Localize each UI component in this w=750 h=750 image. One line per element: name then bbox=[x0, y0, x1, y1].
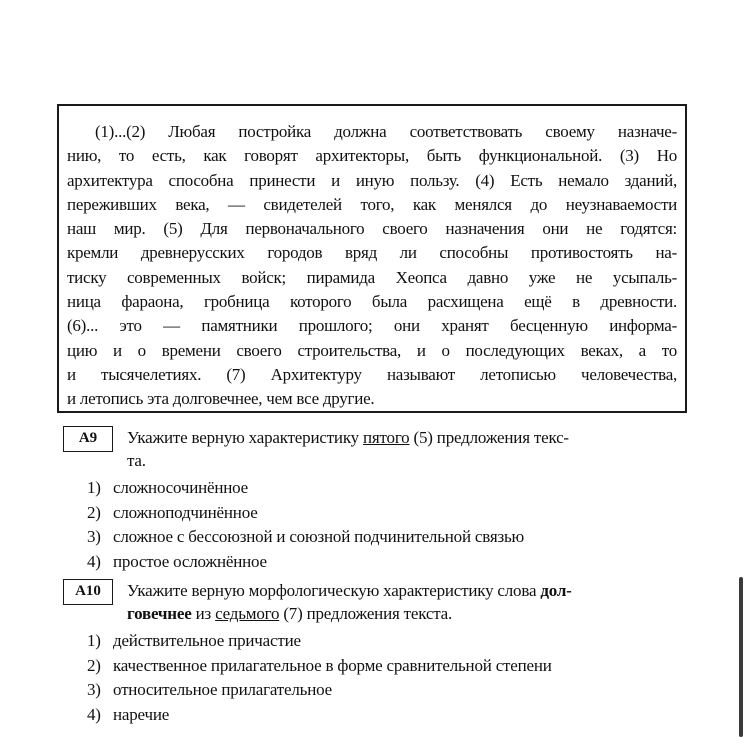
passage-line: наш мир. (5) Для первоначального своего назначения они не годятся: bbox=[67, 219, 677, 239]
option-text: качественное прилагательное в форме сравнительной степени bbox=[113, 655, 552, 675]
task-question-a10 bbox=[127, 579, 745, 625]
option-text: простое осложнённое bbox=[113, 551, 267, 571]
passage-line: тиску современных войск; пирамида Хеопса давно уже не усыпаль- bbox=[67, 267, 677, 287]
option-text: сложноподчинённое bbox=[113, 502, 258, 522]
question-underlined-word: пятого bbox=[363, 428, 410, 447]
passage-text-box bbox=[57, 104, 687, 413]
option-number: 1) bbox=[87, 478, 101, 497]
options-list-a9 bbox=[87, 476, 687, 574]
question-text: Укажите верную характеристику bbox=[127, 428, 363, 447]
answer-option[interactable] bbox=[87, 525, 687, 550]
option-number: 2) bbox=[87, 502, 101, 522]
passage-line: и тысячелетиях. (7) Архитектуру называют летописью человечества, bbox=[67, 364, 677, 384]
option-text: наречие bbox=[113, 704, 170, 724]
option-number: 2) bbox=[87, 655, 101, 675]
question-line bbox=[127, 579, 745, 602]
passage-line: цию и о времени своего строительства, и о последующих веках, а то bbox=[67, 340, 677, 360]
task-label-a9: А9 bbox=[63, 426, 113, 452]
answer-option[interactable] bbox=[87, 476, 687, 501]
vertical-scrollbar[interactable] bbox=[739, 577, 743, 737]
option-number: 4) bbox=[87, 551, 101, 571]
task-question-a9 bbox=[127, 426, 745, 472]
answer-option[interactable] bbox=[87, 629, 687, 654]
passage-line: и летопись эта долговечнее, чем все другие. bbox=[67, 389, 375, 409]
option-number: 4) bbox=[87, 704, 101, 724]
question-underlined-word: седьмого bbox=[215, 604, 280, 623]
question-text: из bbox=[191, 604, 216, 623]
passage-line: (6)... это — памятники прошлого; они хранят бесценную информа- bbox=[67, 316, 677, 336]
options-list-a10 bbox=[87, 629, 687, 727]
option-text: действительное причастие bbox=[113, 631, 301, 650]
option-text: относительное прилагательное bbox=[113, 680, 332, 699]
passage-line: нию, то есть, как говорят архитекторы, быть функциональной. (3) Но bbox=[67, 146, 677, 166]
passage-line: ница фараона, гробница которого была расхищена ещё в древности. bbox=[67, 292, 677, 312]
answer-option[interactable] bbox=[87, 703, 687, 728]
answer-option[interactable] bbox=[87, 678, 687, 703]
passage-line: кремли древнерусских городов вряд ли способны противостоять на- bbox=[67, 243, 677, 263]
passage-line: (1)...(2) Любая постройка должна соответствовать своему назначе- bbox=[95, 122, 677, 141]
question-bold-word: говечнее bbox=[127, 604, 192, 623]
question-line bbox=[127, 602, 745, 625]
answer-option[interactable] bbox=[87, 550, 687, 575]
passage-line: архитектура способна принести и иную пользу. (4) Есть немало зданий, bbox=[67, 170, 677, 190]
question-line: та. bbox=[127, 451, 146, 470]
option-number: 1) bbox=[87, 631, 101, 650]
task-label-a10: А10 bbox=[63, 579, 113, 605]
option-text: сложное с бессоюзной и союзной подчинительной связью bbox=[113, 527, 525, 546]
question-bold-word: дол- bbox=[540, 581, 572, 600]
question-line bbox=[127, 426, 745, 449]
question-text: (7) предложения текста. bbox=[279, 604, 453, 623]
option-text: сложносочинённое bbox=[113, 478, 249, 497]
question-text: (5) предложения текс- bbox=[409, 428, 569, 447]
passage-line: переживших века, — свидетелей того, как менялся до неузнаваемости bbox=[67, 194, 677, 214]
answer-option[interactable] bbox=[87, 501, 687, 526]
answer-option[interactable] bbox=[87, 654, 687, 679]
option-number: 3) bbox=[87, 527, 101, 546]
option-number: 3) bbox=[87, 680, 101, 699]
question-text: Укажите верную морфологическую характеристику слова bbox=[127, 581, 541, 600]
